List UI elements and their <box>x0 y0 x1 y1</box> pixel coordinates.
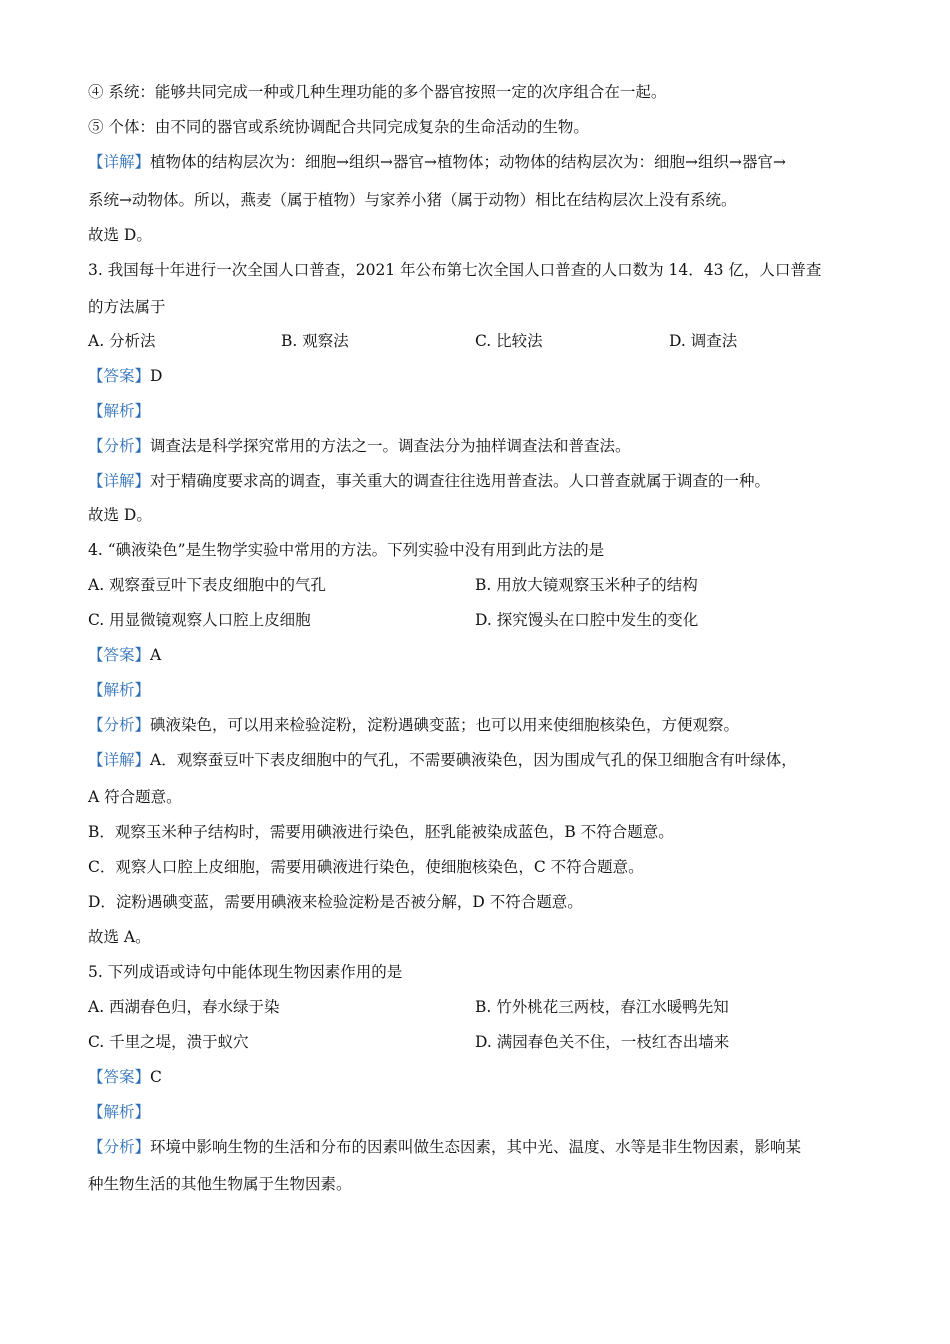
detail-tag: 【详解】 <box>88 472 151 490</box>
question-4-answer <box>88 645 161 665</box>
question-4-detail-b: B．观察玉米种子结构时，需要用碘液进行染色，胚乳能被染成蓝色，B 不符合题意。 <box>88 823 674 841</box>
question-4-option-d: D. 探究馒头在口腔中发生的变化 <box>475 611 699 629</box>
answer-tag: 【答案】 <box>88 367 151 385</box>
question-4-detail <box>88 750 797 770</box>
paragraph-detail <box>88 152 786 172</box>
question-5-fenxi-cont: 种生物生活的其他生物属于生物因素。 <box>88 1175 352 1193</box>
fenxi-tag: 【分析】 <box>88 1138 151 1156</box>
fenxi-tag: 【分析】 <box>88 716 151 734</box>
question-4-detail-d: D．淀粉遇碘变蓝，需要用碘液来检验淀粉是否被分解，D 不符合题意。 <box>88 893 583 911</box>
fenxi-tag: 【分析】 <box>88 437 151 455</box>
question-4-conclusion: 故选 A。 <box>88 928 151 946</box>
question-4-option-b: B. 用放大镜观察玉米种子的结构 <box>475 576 698 594</box>
paragraph-system: ④ 系统：能够共同完成一种或几种生理功能的多个器官按照一定的次序组合在一起。 <box>88 83 667 101</box>
answer-value: C <box>150 1068 162 1086</box>
question-5-answer <box>88 1067 162 1087</box>
fenxi-text: 碘液染色，可以用来检验淀粉，淀粉遇碘变蓝；也可以用来使细胞核染色，方便观察。 <box>150 716 740 734</box>
question-4-stem: 4. “碘液染色”是生物学实验中常用的方法。下列实验中没有用到此方法的是 <box>88 541 605 559</box>
detail-tag: 【详解】 <box>88 153 151 171</box>
question-3-analysis-tag: 【解析】 <box>88 402 151 420</box>
question-5-option-a: A. 西湖春色归，春水绿于染 <box>88 998 280 1016</box>
conclusion-q2: 故选 D。 <box>88 226 152 244</box>
answer-tag: 【答案】 <box>88 646 151 664</box>
answer-value: A <box>150 646 162 664</box>
detail-text: 植物体的结构层次为：细胞→组织→器官→植物体；动物体的结构层次为：细胞→组织→器官→ <box>150 153 786 171</box>
question-5-stem: 5. 下列成语或诗句中能体现生物因素作用的是 <box>88 963 403 981</box>
question-3-option-c: C. 比较法 <box>475 332 543 350</box>
question-5-option-c: C. 千里之堤，溃于蚁穴 <box>88 1033 249 1051</box>
question-3-detail <box>88 471 770 491</box>
paragraph-detail-cont: 系统→动物体。所以，燕麦（属于植物）与家养小猪（属于动物）相比在结构层次上没有系统。 <box>88 191 737 209</box>
question-3-fenxi <box>88 436 631 456</box>
detail-text: 对于精确度要求高的调查，事关重大的调查往往选用普查法。人口普查就属于调查的一种。 <box>150 472 771 490</box>
question-3-option-d: D. 调查法 <box>669 332 738 350</box>
paragraph-individual: ⑤ 个体：由不同的器官或系统协调配合共同完成复杂的生命活动的生物。 <box>88 118 589 136</box>
detail-tag: 【详解】 <box>88 751 151 769</box>
detail-text: A．观察蚕豆叶下表皮细胞中的气孔，不需要碘液染色，因为围成气孔的保卫细胞含有叶绿体， <box>150 751 797 769</box>
question-4-option-c: C. 用显微镜观察人口腔上皮细胞 <box>88 611 311 629</box>
question-4-detail-cont: A 符合题意。 <box>88 788 182 806</box>
question-3-conclusion: 故选 D。 <box>88 506 152 524</box>
question-3-stem: 3. 我国每十年进行一次全国人口普查，2021 年公布第七次全国人口普查的人口数为 14．43 亿，人口普查 <box>88 261 822 279</box>
question-5-option-b: B. 竹外桃花三两枝，春江水暖鸭先知 <box>475 998 729 1016</box>
fenxi-text: 环境中影响生物的生活和分布的因素叫做生态因素，其中光、温度、水等是非生物因素，影响某 <box>150 1138 802 1156</box>
question-4-fenxi <box>88 715 739 735</box>
question-3-option-a: A. 分析法 <box>88 332 156 350</box>
question-5-fenxi <box>88 1137 801 1157</box>
question-4-detail-c: C．观察人口腔上皮细胞，需要用碘液进行染色，使细胞核染色，C 不符合题意。 <box>88 858 644 876</box>
question-5-analysis-tag: 【解析】 <box>88 1103 151 1121</box>
question-4-option-a: A. 观察蚕豆叶下表皮细胞中的气孔 <box>88 576 327 594</box>
answer-value: D <box>150 367 163 385</box>
question-3-answer <box>88 366 162 386</box>
question-5-option-d: D. 满园春色关不住，一枝红杏出墙来 <box>475 1033 730 1051</box>
question-3-option-b: B. 观察法 <box>281 332 349 350</box>
fenxi-text: 调查法是科学探究常用的方法之一。调查法分为抽样调查法和普查法。 <box>150 437 631 455</box>
answer-tag: 【答案】 <box>88 1068 151 1086</box>
question-4-analysis-tag: 【解析】 <box>88 681 151 699</box>
question-3-stem-cont: 的方法属于 <box>88 298 166 316</box>
